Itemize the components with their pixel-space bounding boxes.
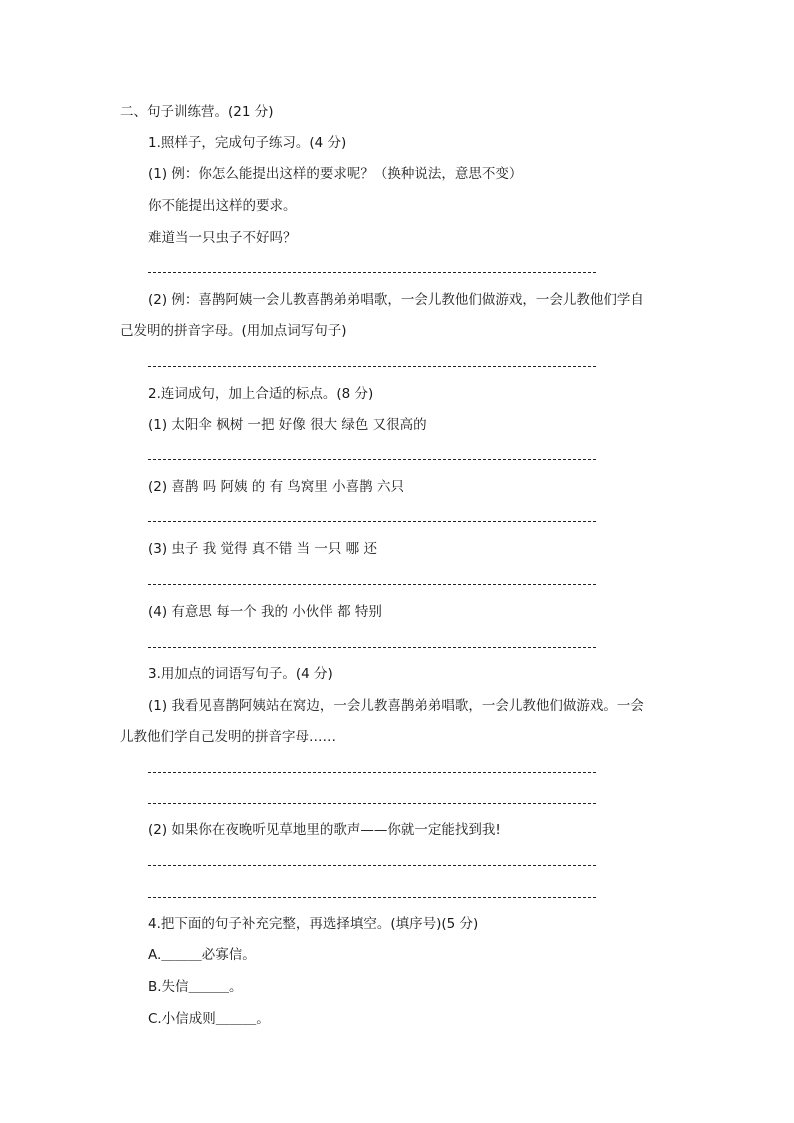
q2-title: 2.连词成句，加上合适的标点。(8 分) (148, 386, 374, 402)
answer-line[interactable] (148, 772, 596, 773)
answer-line[interactable] (148, 647, 596, 648)
q4-option-a: A.＿＿＿必寡信。 (148, 947, 256, 963)
q1-p2-line2: 己发明的拼音字母。(用加点词写句子) (120, 323, 347, 339)
q3-p1-line1: (1) 我看见喜鹊阿姨站在窝边，一会儿教喜鹊弟弟唱歌，一会儿教他们做游戏。一会 (148, 698, 644, 714)
q1-p1-answer: 你不能提出这样的要求。 (148, 198, 297, 214)
q4-option-c: C.小信成则＿＿＿。 (148, 1011, 270, 1027)
answer-line[interactable] (148, 897, 596, 898)
answer-line[interactable] (148, 865, 596, 866)
q1-p2-line1: (2) 例：喜鹊阿姨一会儿教喜鹊弟弟唱歌，一会儿教他们做游戏，一会儿教他们学自 (148, 292, 644, 308)
answer-line[interactable] (148, 803, 596, 804)
answer-line[interactable] (148, 272, 596, 273)
q2-item-4: (4) 有意思 每一个 我的 小伙伴 都 特别 (148, 604, 382, 620)
answer-line[interactable] (148, 584, 596, 585)
q1-title: 1.照样子，完成句子练习。(4 分) (148, 135, 347, 151)
q1-p1-question: 难道当一只虫子不好吗？ (148, 230, 297, 246)
q3-p2: (2) 如果你在夜晚听见草地里的歌声——你就一定能找到我! (148, 822, 501, 838)
q3-p1-line2: 儿教他们学自己发明的拼音字母…… (120, 729, 336, 745)
answer-line[interactable] (148, 521, 596, 522)
q2-item-3: (3) 虫子 我 觉得 真不错 当 一只 哪 还 (148, 541, 377, 557)
q4-option-b: B.失信＿＿＿。 (148, 979, 243, 995)
answer-line[interactable] (148, 366, 596, 367)
section-title: 二、句子训练营。(21 分) (120, 104, 274, 120)
q2-item-2: (2) 喜鹊 吗 阿姨 的 有 鸟窝里 小喜鹊 六只 (148, 479, 404, 495)
q3-title: 3.用加点的词语写句子。(4 分) (148, 666, 333, 682)
q4-title: 4.把下面的句子补充完整，再选择填空。(填序号)(5 分) (148, 916, 479, 932)
q1-p1-example: (1) 例：你怎么能提出这样的要求呢？（换种说法，意思不变） (148, 166, 523, 182)
answer-line[interactable] (148, 459, 596, 460)
q2-item-1: (1) 太阳伞 枫树 一把 好像 很大 绿色 又很高的 (148, 417, 427, 433)
